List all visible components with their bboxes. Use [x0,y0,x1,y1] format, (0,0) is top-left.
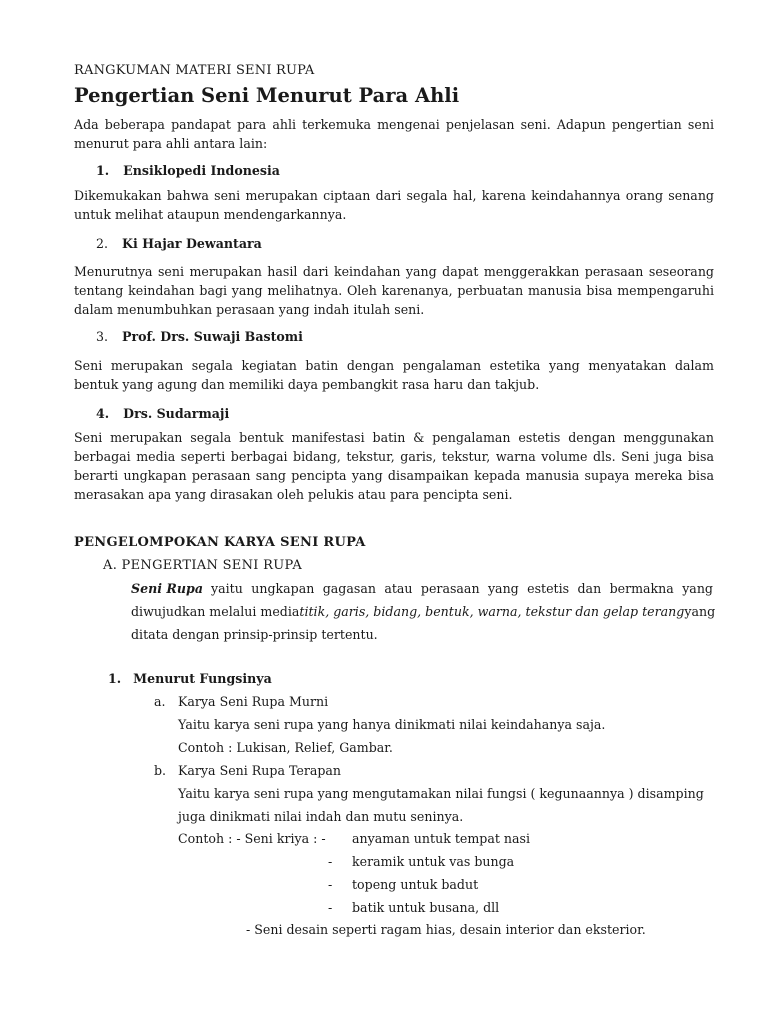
definition-media-list: titik, garis, bidang, bentuk, warna, tekstur dan gelap terang [299,604,685,619]
fungsi-heading [108,669,708,688]
expert-4-name: Drs. Sudarmaji [123,406,230,421]
expert-3-number: 3. [96,329,109,344]
section-title: PENGELOMPOKAN KARYA SENI RUPA [74,535,366,550]
definition-term: Seni Rupa [131,581,204,596]
definition-line-1 [131,579,713,598]
definition-line-3: ditata dengan prinsip-prinsip tertentu. [131,627,378,642]
expert-1-text: Dikemukakan bahwa seni merupakan ciptaan dari segala hal, karena keindahannya orang senang untuk melihat ataupun mendengarkannya. [74,188,714,222]
seni-desain-line: - Seni desain seperti ragam hias, desain interior dan eksterior. [246,922,646,937]
fungsi-b-description-2: juga dinikmati nilai indah dan mutu seninya. [178,809,464,824]
expert-2-number: 2. [96,236,109,251]
fungsi-a-heading [154,692,714,711]
expert-3-name: Prof. Drs. Suwaji Bastomi [122,329,303,344]
subsection-title: A. PENGERTIAN SENI RUPA [103,558,303,573]
expert-4-heading [96,404,696,423]
expert-2-heading [96,234,696,253]
definition-text-2c: yang [684,604,716,619]
fungsi-a-title: Karya Seni Rupa Murni [178,694,329,709]
expert-1-number: 1. [96,163,110,178]
kriya-dash: - [328,877,333,892]
expert-1-name: Ensiklopedi Indonesia [123,163,280,178]
page-heading: Pengertian Seni Menurut Para Ahli [74,84,460,107]
document-top-title: RANGKUMAN MATERI SENI RUPA [74,63,315,78]
expert-2-text: Menurutnya seni merupakan hasil dari keindahan yang dapat menggerakkan perasaan seseorang tentang keindahan bagi yang melihatnya. Oleh karenanya, perbuatan manusia bisa mempengaruhi dalam menumbuhkan perasaan yang indah itulah seni. [74,264,714,317]
kriya-item: anyaman untuk tempat nasi [352,831,531,846]
kriya-dash: - [328,854,333,869]
fungsi-title: Menurut Fungsinya [133,671,272,686]
fungsi-a-contoh: Contoh : Lukisan, Relief, Gambar. [178,740,393,755]
fungsi-b-description-1: Yaitu karya seni rupa yang mengutamakan nilai fungsi ( kegunaannya ) disamping [178,786,704,801]
definition-text-1: yaitu ungkapan gagasan atau perasaan yang estetis dan bermakna yang [211,581,713,596]
expert-3-heading [96,327,696,346]
expert-3-text: Seni merupakan segala kegiatan batin dengan pengalaman estetika yang menyatakan dalam bentuk yang agung dan memiliki daya pembangkit rasa haru dan takjub. [74,358,714,392]
fungsi-a-description: Yaitu karya seni rupa yang hanya dinikmati nilai keindahanya saja. [178,717,606,732]
kriya-item: keramik untuk vas bunga [352,854,515,869]
expert-4-text: Seni merupakan segala bentuk manifestasi batin & pengalaman estetis dengan menggunakan berbagai media seperti berbagai bidang, tekstur, garis, tekstur, warna volume dls. Seni juga bisa berarti ungkapan perasaan sang pencipta yang disampaikan kepada manusia supaya mereka bisa merasakan apa yang dirasakan oleh pelukis atau para pencipta seni. [74,430,714,502]
expert-1-heading [96,161,696,180]
fungsi-number: 1. [108,671,122,686]
kriya-dash: - [328,900,333,915]
kriya-item: batik untuk busana, dll [352,900,500,915]
definition-line-2 [131,602,716,621]
fungsi-a-letter: a. [154,694,166,709]
fungsi-b-letter: b. [154,763,167,778]
fungsi-b-contoh-label: Contoh : - Seni kriya : - [178,831,326,846]
definition-text-2a: diwujudkan melalui media [131,604,300,619]
fungsi-b-heading [154,761,714,780]
fungsi-b-title: Karya Seni Rupa Terapan [178,763,342,778]
expert-4-number: 4. [96,406,110,421]
kriya-item: topeng untuk badut [352,877,479,892]
expert-2-name: Ki Hajar Dewantara [122,236,262,251]
intro-paragraph: Ada beberapa pandapat para ahli terkemuka mengenai penjelasan seni. Adapun pengertian seni menurut para ahli antara lain: [74,117,714,151]
